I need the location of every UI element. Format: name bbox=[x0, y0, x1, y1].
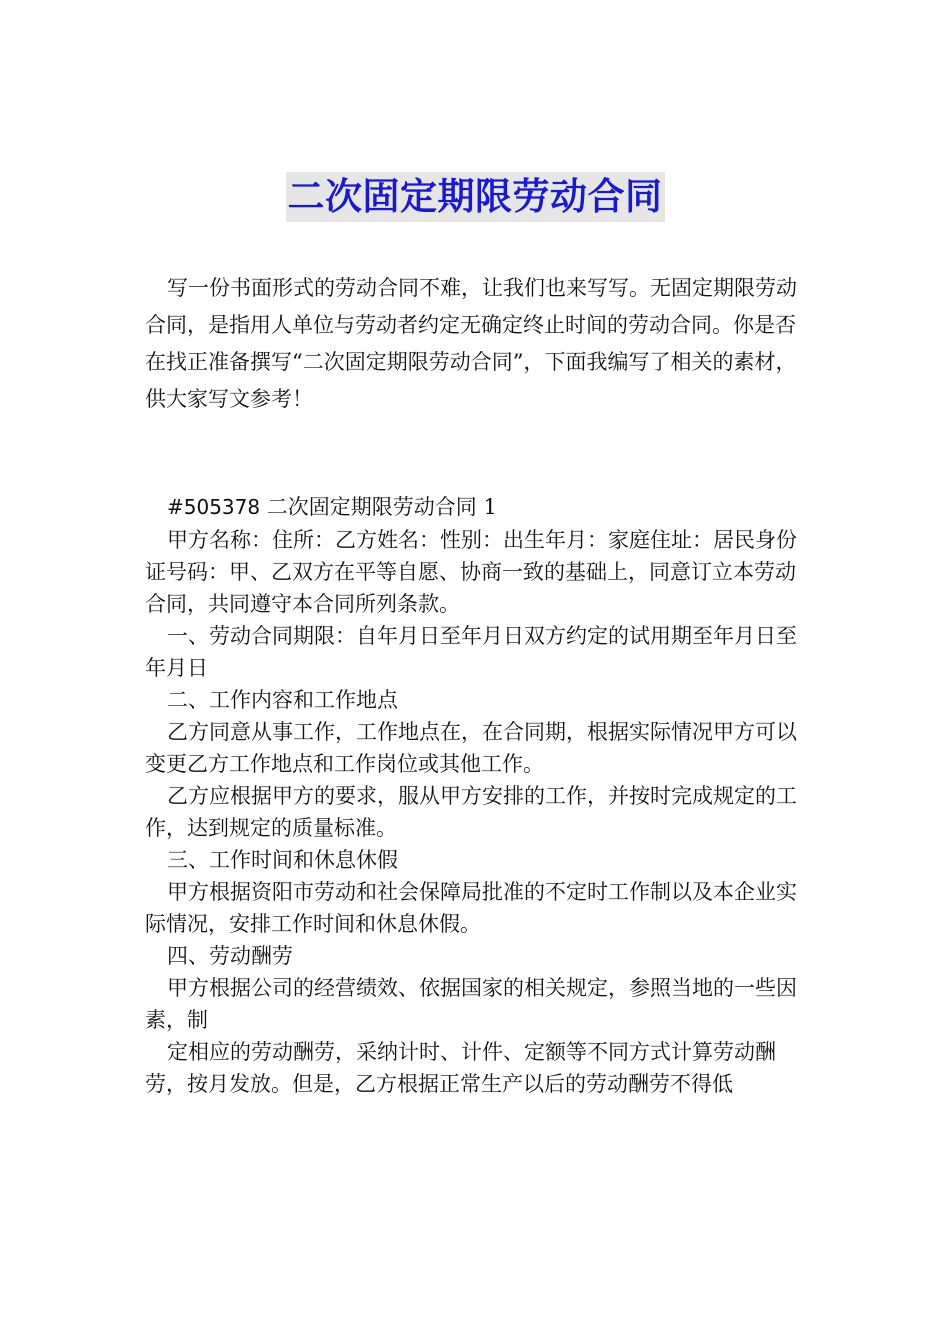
intro-section bbox=[145, 270, 815, 418]
paragraph: 定相应的劳动酬劳，采纳计时、计件、定额等不同方式计算劳动酬劳，按月发放。但是，乙方根据正常生产以后的劳动酬劳不得低 bbox=[145, 1040, 776, 1096]
paragraph: 甲方根据公司的经营绩效、依据国家的相关规定，参照当地的一些因素，制 bbox=[145, 976, 797, 1032]
section-id: #505378 bbox=[167, 495, 261, 519]
clause-heading: 四、劳动酬劳 bbox=[167, 944, 293, 968]
title-container bbox=[0, 172, 950, 222]
paragraph: 乙方同意从事工作，工作地点在，在合同期，根据实际情况甲方可以变更乙方工作地点和工作岗位或其他工作。 bbox=[145, 720, 797, 776]
section-gap bbox=[145, 418, 815, 490]
section-heading-text: 二次固定期限劳动合同 1 bbox=[266, 495, 497, 519]
section-heading bbox=[145, 490, 815, 524]
clause-heading: 二、工作内容和工作地点 bbox=[167, 688, 398, 712]
clause-heading: 三、工作时间和休息休假 bbox=[167, 848, 398, 872]
document-title: 二次固定期限劳动合同 bbox=[286, 172, 665, 222]
paragraph: 甲方根据资阳市劳动和社会保障局批准的不定时工作制以及本企业实际情况，安排工作时间和休息休假。 bbox=[145, 880, 797, 936]
paragraph: 乙方应根据甲方的要求，服从甲方安排的工作，并按时完成规定的工作，达到规定的质量标准。 bbox=[145, 784, 797, 840]
paragraph: 一、劳动合同期限：自年月日至年月日双方约定的试用期至年月日至年月日 bbox=[145, 624, 797, 680]
intro-paragraph: 写一份书面形式的劳动合同不难，让我们也来写写。无固定期限劳动合同，是指用人单位与劳动者约定无确定终止时间的劳动合同。你是否在找正准备撰写“二次固定期限劳动合同”，下面我编写了相关的素材，供大家写文参考！ bbox=[145, 276, 797, 411]
document-body bbox=[145, 270, 815, 1100]
paragraph: 甲方名称：住所：乙方姓名：性别：出生年月：家庭住址：居民身份证号码：甲、乙双方在平等自愿、协商一致的基础上，同意订立本劳动合同，共同遵守本合同所列条款。 bbox=[145, 528, 797, 616]
